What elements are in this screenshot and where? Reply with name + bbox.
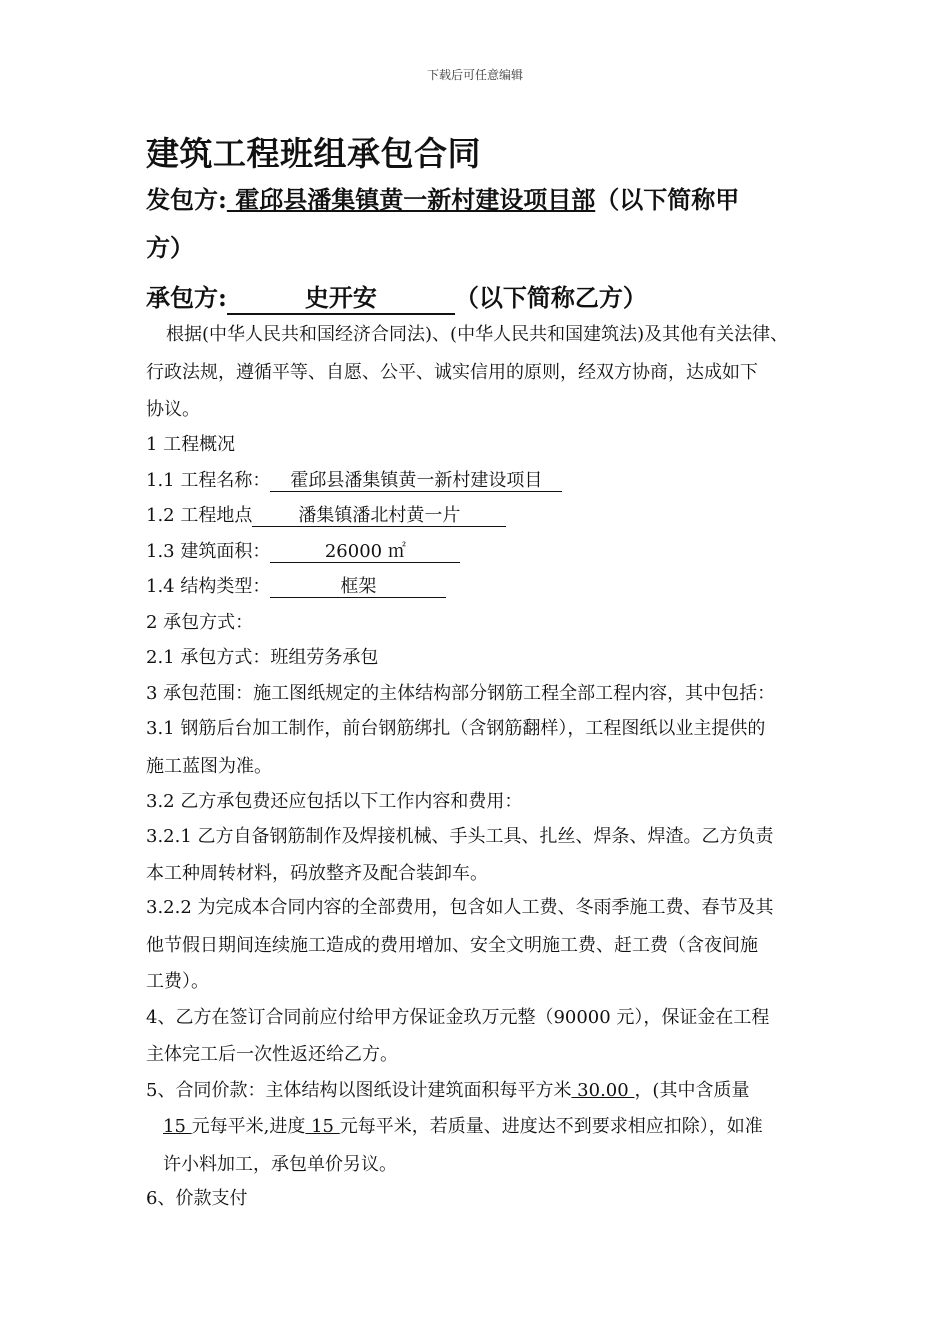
project-location-row [146,504,506,528]
section-3-2-1-line-2: 本工种周转材料，码放整齐及配合装卸车。 [146,863,488,884]
section-4-line-1: 4、乙方在签订合同前应付给甲方保证金玖万元整（90000 元），保证金在工程 [146,1007,770,1028]
section-5-line-3: 许小料加工，承包单价另议。 [163,1154,397,1175]
section-3-2-1-line-1: 3.2.1 乙方自备钢筋制作及焊接机械、手头工具、扎丝、焊条、焊渣。乙方负责 [146,826,774,847]
chengbao-name: 史开安 [227,283,455,315]
section-3-1-line-1: 3.1 钢筋后台加工制作，前台钢筋绑扎（含钢筋翻样），工程图纸以业主提供的 [146,718,766,739]
section-3-2-2-line-2: 他节假日期间连续施工造成的费用增加、安全文明施工费、赶工费（含夜间施 [146,935,758,956]
building-area-value: 26000 ㎡ [270,542,460,563]
project-location-value: 潘集镇潘北村黄一片 [252,506,506,527]
fabao-suffix: （以下简称甲 [595,185,740,214]
structure-type-value: 框架 [270,577,446,598]
progress-text-post: 元每平米，若质量、进度达不到要求相应扣除），如准 [339,1116,763,1137]
project-location-label: 1.2 工程地点 [146,505,253,526]
fabao-name: 霍邱县潘集镇黄一新村建设项目部 [226,185,596,214]
intro-line-3: 协议。 [146,399,200,420]
section-2-1: 2.1 承包方式：班组劳务承包 [146,647,379,668]
building-area-label: 1.3 建筑面积： [146,541,271,562]
progress-text-pre: 元每平米,进度 [191,1116,306,1137]
section-3-1-line-2: 施工蓝图为准。 [146,756,272,777]
section-3-2-2-line-3: 工费）。 [146,971,209,992]
section-6-heading: 6、价款支付 [146,1188,248,1209]
project-name-value: 霍邱县潘集镇黄一新村建设项目 [270,471,562,492]
chengbao-suffix: （以下简称乙方） [454,283,647,312]
building-area-row [146,540,460,564]
project-name-label: 1.1 工程名称： [146,470,271,491]
section-1-heading: 1 工程概况 [146,434,236,455]
project-name-row [146,469,562,493]
section-5-line-2 [163,1115,763,1139]
quality-price: 15 [163,1116,192,1137]
chengbao-line [146,276,647,320]
section-5-line-1 [146,1079,749,1103]
structure-type-label: 1.4 结构类型： [146,576,271,597]
price-per-sqm: 30.00 [571,1080,635,1101]
fabao-line [146,178,739,222]
chengbao-label: 承包方: [146,283,227,312]
structure-type-row [146,575,446,599]
fabao-suffix-2: 方） [146,233,194,262]
section-3-2-2-line-1: 3.2.2 为完成本合同内容的全部费用，包含如人工费、冬雨季施工费、春节及其 [146,897,774,918]
section-2-heading: 2 承包方式： [146,612,254,633]
download-note: 下载后可任意编辑 [426,68,523,82]
progress-price: 15 [305,1116,340,1137]
fabao-label: 发包方: [146,185,227,214]
section-3-2: 3.2 乙方承包费还应包括以下工作内容和费用： [146,791,523,812]
section-3-heading: 3 承包范围：施工图纸规定的主体结构部分钢筋工程全部工程内容，其中包括： [146,683,776,704]
contract-title: 建筑工程班组承包合同 [146,134,481,173]
intro-line-1: 根据(中华人民共和国经济合同法)、(中华人民共和国建筑法)及其他有关法律、 [166,324,789,345]
section-4-line-2: 主体完工后一次性返还给乙方。 [146,1044,398,1065]
price-text-post: ，(其中含质量 [634,1080,750,1101]
price-text-pre: 5、合同价款：主体结构以图纸设计建筑面积每平方米 [146,1080,572,1101]
intro-line-2: 行政法规，遵循平等、自愿、公平、诚实信用的原则，经双方协商，达成如下 [146,362,758,383]
fabao-line-2 [146,226,194,270]
